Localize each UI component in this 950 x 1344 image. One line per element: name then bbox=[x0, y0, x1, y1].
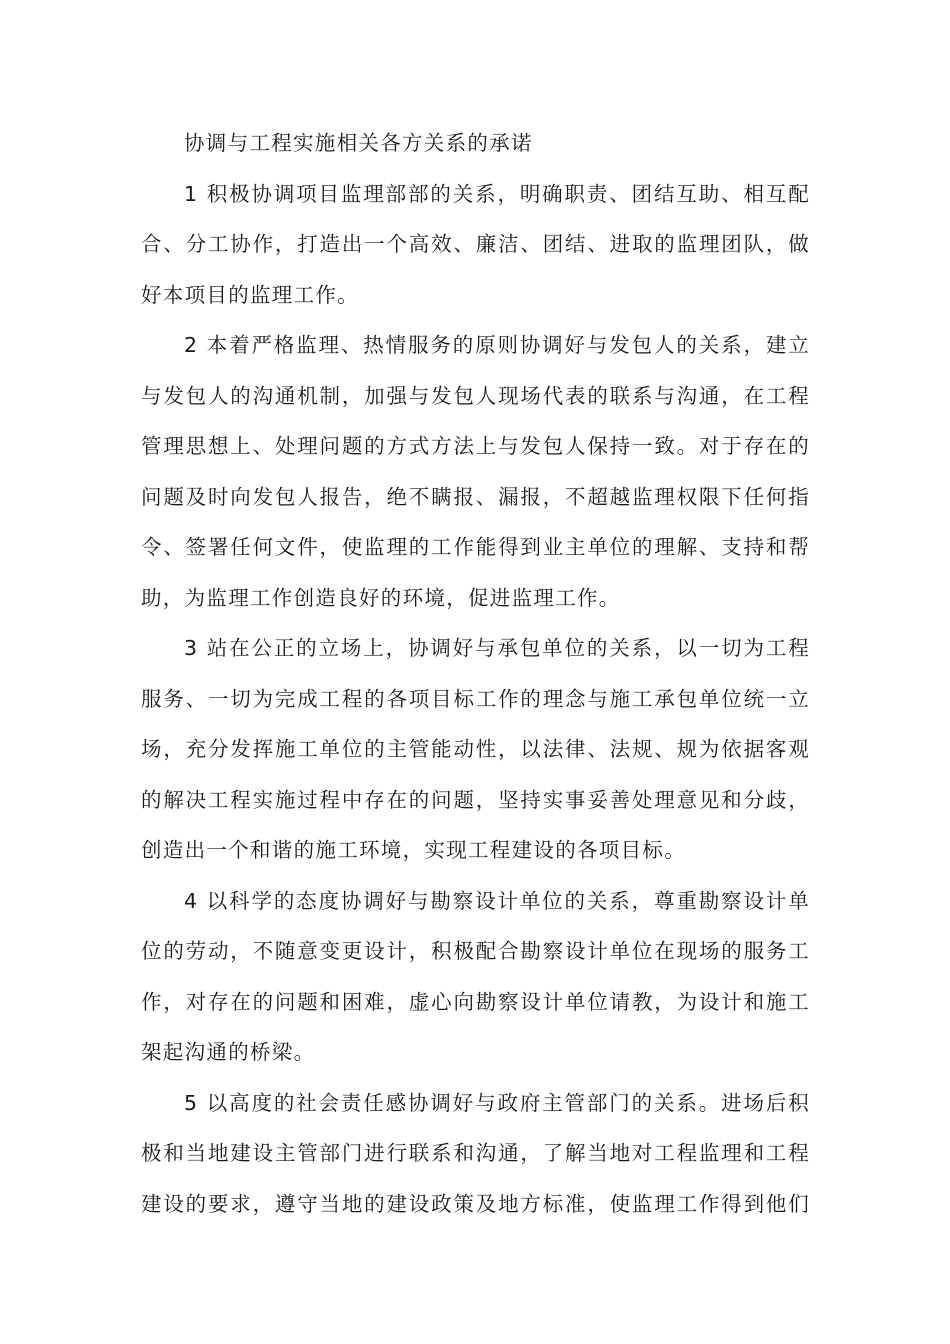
paragraph-line: 的解决工程实施过程中存在的问题，坚持实事妥善处理意见和分歧， bbox=[141, 787, 810, 812]
paragraph-line: 管理思想上、处理问题的方式方法上与发包人保持一致。对于存在的 bbox=[141, 434, 810, 458]
paragraph-line: 1 积极协调项目监理部部的关系，明确职责、团结互助、相互配 bbox=[184, 181, 810, 206]
paragraph-4 bbox=[141, 876, 810, 1078]
paragraph-line: 与发包人的沟通机制，加强与发包人现场代表的联系与沟通，在工程 bbox=[141, 383, 810, 408]
paragraph-line: 3 站在公正的立场上，协调好与承包单位的关系，以一切为工程 bbox=[184, 636, 810, 660]
paragraph-line: 创造出一个和谐的施工环境，实现工程建设的各项目标。 bbox=[141, 838, 686, 862]
paragraph-line: 场，充分发挥施工单位的主管能动性，以法律、法规、规为依据客观 bbox=[141, 737, 810, 761]
paragraph-line: 作，对存在的问题和困难，虚心向勘察设计单位请教，为设计和施工 bbox=[141, 989, 810, 1014]
paragraph-5 bbox=[141, 1078, 810, 1230]
document-body bbox=[141, 118, 810, 1229]
paragraph-line: 合、分工协作，打造出一个高效、廉洁、团结、进取的监理团队，做 bbox=[141, 232, 810, 256]
paragraph-line: 位的劳动，不随意变更设计，积极配合勘察设计单位在现场的服务工 bbox=[141, 939, 810, 963]
paragraph-line: 极和当地建设主管部门进行联系和沟通，了解当地对工程监理和工程 bbox=[141, 1141, 810, 1165]
paragraph-line: 助，为监理工作创造良好的环境，促进监理工作。 bbox=[141, 585, 621, 610]
paragraph-line: 4 以科学的态度协调好与勘察设计单位的关系，尊重勘察设计单 bbox=[184, 888, 810, 913]
paragraph-line: 好本项目的监理工作。 bbox=[141, 282, 359, 307]
paragraph-line: 架起沟通的桥梁。 bbox=[141, 1040, 316, 1064]
paragraph-line: 问题及时向发包人报告，绝不瞒报、漏报，不超越监理权限下任何指 bbox=[141, 484, 810, 509]
paragraph-line: 建设的要求，遵守当地的建设政策及地方标准，使监理工作得到他们 bbox=[141, 1191, 810, 1216]
paragraph-line: 5 以高度的社会责任感协调好与政府主管部门的关系。进场后积 bbox=[184, 1090, 810, 1115]
paragraph-3 bbox=[141, 623, 810, 876]
paragraph-2 bbox=[141, 320, 810, 623]
document-title: 协调与工程实施相关各方关系的承诺 bbox=[184, 131, 533, 155]
paragraph-line: 服务、一切为完成工程的各项目标工作的理念与施工承包单位统一立 bbox=[141, 686, 810, 711]
paragraph-line: 令、签署任何文件，使监理的工作能得到业主单位的理解、支持和帮 bbox=[141, 535, 810, 559]
paragraph-1 bbox=[141, 169, 810, 321]
paragraph-line: 2 本着严格监理、热情服务的原则协调好与发包人的关系，建立 bbox=[184, 333, 810, 357]
